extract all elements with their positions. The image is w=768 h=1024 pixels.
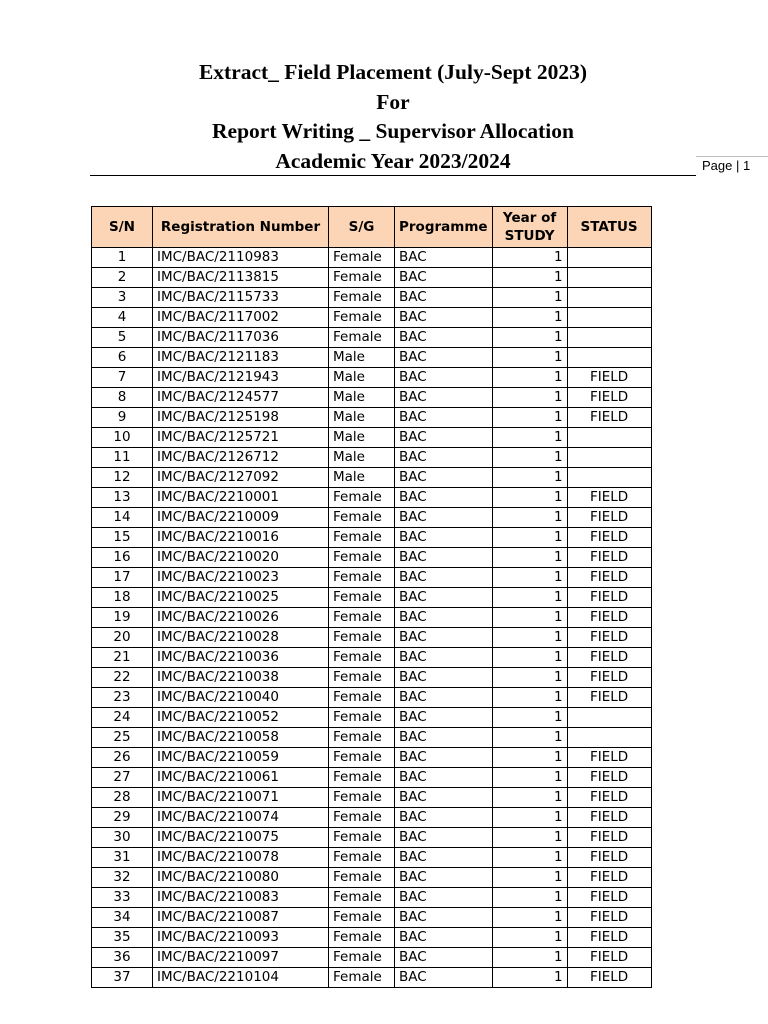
cell-year-of-study: 1 bbox=[492, 268, 567, 288]
cell-year-of-study: 1 bbox=[492, 288, 567, 308]
cell-status: FIELD bbox=[567, 888, 651, 908]
cell-sg: Male bbox=[329, 348, 395, 368]
cell-programme: BAC bbox=[395, 288, 493, 308]
cell-registration-number: IMC/BAC/2210078 bbox=[153, 848, 329, 868]
table-row bbox=[92, 608, 652, 628]
cell-registration-number: IMC/BAC/2117036 bbox=[153, 328, 329, 348]
cell-programme: BAC bbox=[395, 368, 493, 388]
cell-year-of-study: 1 bbox=[492, 368, 567, 388]
cell-programme: BAC bbox=[395, 448, 493, 468]
cell-registration-number: IMC/BAC/2210023 bbox=[153, 568, 329, 588]
cell-sn: 36 bbox=[92, 948, 153, 968]
cell-sn: 33 bbox=[92, 888, 153, 908]
cell-year-of-study: 1 bbox=[492, 428, 567, 448]
header-sg: S/G bbox=[329, 207, 395, 248]
cell-sn: 17 bbox=[92, 568, 153, 588]
cell-sn: 3 bbox=[92, 288, 153, 308]
table-row bbox=[92, 428, 652, 448]
header-programme: Programme bbox=[395, 207, 493, 248]
cell-status: FIELD bbox=[567, 928, 651, 948]
table-row bbox=[92, 748, 652, 768]
cell-sg: Female bbox=[329, 888, 395, 908]
cell-year-of-study: 1 bbox=[492, 948, 567, 968]
cell-sn: 13 bbox=[92, 488, 153, 508]
cell-sn: 26 bbox=[92, 748, 153, 768]
title-line-1: Extract_ Field Placement (July-Sept 2023) bbox=[198, 60, 588, 84]
cell-status: FIELD bbox=[567, 828, 651, 848]
cell-registration-number: IMC/BAC/2210052 bbox=[153, 708, 329, 728]
cell-year-of-study: 1 bbox=[492, 708, 567, 728]
cell-sn: 34 bbox=[92, 908, 153, 928]
cell-year-of-study: 1 bbox=[492, 528, 567, 548]
cell-sn: 21 bbox=[92, 648, 153, 668]
cell-status: FIELD bbox=[567, 688, 651, 708]
cell-registration-number: IMC/BAC/2126712 bbox=[153, 448, 329, 468]
cell-programme: BAC bbox=[395, 568, 493, 588]
cell-status bbox=[567, 708, 651, 728]
cell-registration-number: IMC/BAC/2210061 bbox=[153, 768, 329, 788]
table-row bbox=[92, 788, 652, 808]
cell-registration-number: IMC/BAC/2210083 bbox=[153, 888, 329, 908]
cell-registration-number: IMC/BAC/2210071 bbox=[153, 788, 329, 808]
cell-sg: Female bbox=[329, 288, 395, 308]
cell-year-of-study: 1 bbox=[492, 748, 567, 768]
header-year-of-study: Year of STUDY bbox=[492, 207, 567, 248]
cell-programme: BAC bbox=[395, 828, 493, 848]
table-row bbox=[92, 648, 652, 668]
header-sn: S/N bbox=[92, 207, 153, 248]
cell-year-of-study: 1 bbox=[492, 488, 567, 508]
cell-registration-number: IMC/BAC/2210020 bbox=[153, 548, 329, 568]
cell-status: FIELD bbox=[567, 968, 651, 988]
table-row bbox=[92, 248, 652, 268]
table-row bbox=[92, 308, 652, 328]
cell-status: FIELD bbox=[567, 388, 651, 408]
cell-sn: 24 bbox=[92, 708, 153, 728]
cell-year-of-study: 1 bbox=[492, 468, 567, 488]
cell-registration-number: IMC/BAC/2210075 bbox=[153, 828, 329, 848]
table-row bbox=[92, 488, 652, 508]
cell-registration-number: IMC/BAC/2115733 bbox=[153, 288, 329, 308]
cell-registration-number: IMC/BAC/2210038 bbox=[153, 668, 329, 688]
cell-sn: 32 bbox=[92, 868, 153, 888]
cell-sn: 12 bbox=[92, 468, 153, 488]
cell-sn: 15 bbox=[92, 528, 153, 548]
cell-sn: 10 bbox=[92, 428, 153, 448]
table-row bbox=[92, 588, 652, 608]
cell-sn: 20 bbox=[92, 628, 153, 648]
cell-sg: Female bbox=[329, 748, 395, 768]
cell-sg: Female bbox=[329, 528, 395, 548]
cell-status: FIELD bbox=[567, 488, 651, 508]
cell-year-of-study: 1 bbox=[492, 668, 567, 688]
cell-programme: BAC bbox=[395, 548, 493, 568]
cell-programme: BAC bbox=[395, 308, 493, 328]
cell-sg: Female bbox=[329, 668, 395, 688]
cell-status: FIELD bbox=[567, 848, 651, 868]
cell-registration-number: IMC/BAC/2210093 bbox=[153, 928, 329, 948]
cell-sn: 6 bbox=[92, 348, 153, 368]
cell-sn: 29 bbox=[92, 808, 153, 828]
cell-registration-number: IMC/BAC/2125198 bbox=[153, 408, 329, 428]
cell-registration-number: IMC/BAC/2113815 bbox=[153, 268, 329, 288]
cell-registration-number: IMC/BAC/2210087 bbox=[153, 908, 329, 928]
cell-sn: 22 bbox=[92, 668, 153, 688]
cell-sg: Female bbox=[329, 928, 395, 948]
cell-sg: Female bbox=[329, 248, 395, 268]
cell-sg: Female bbox=[329, 808, 395, 828]
cell-registration-number: IMC/BAC/2121943 bbox=[153, 368, 329, 388]
cell-programme: BAC bbox=[395, 768, 493, 788]
cell-status: FIELD bbox=[567, 668, 651, 688]
cell-programme: BAC bbox=[395, 588, 493, 608]
cell-sn: 27 bbox=[92, 768, 153, 788]
table-row bbox=[92, 928, 652, 948]
cell-registration-number: IMC/BAC/2121183 bbox=[153, 348, 329, 368]
cell-programme: BAC bbox=[395, 328, 493, 348]
cell-programme: BAC bbox=[395, 268, 493, 288]
table-row bbox=[92, 848, 652, 868]
cell-status: FIELD bbox=[567, 408, 651, 428]
table-row bbox=[92, 688, 652, 708]
cell-sn: 18 bbox=[92, 588, 153, 608]
cell-sn: 37 bbox=[92, 968, 153, 988]
table-row bbox=[92, 328, 652, 348]
table-row bbox=[92, 808, 652, 828]
cell-sn: 16 bbox=[92, 548, 153, 568]
cell-sg: Female bbox=[329, 708, 395, 728]
cell-registration-number: IMC/BAC/2127092 bbox=[153, 468, 329, 488]
cell-status: FIELD bbox=[567, 628, 651, 648]
cell-year-of-study: 1 bbox=[492, 928, 567, 948]
cell-programme: BAC bbox=[395, 628, 493, 648]
cell-registration-number: IMC/BAC/2210058 bbox=[153, 728, 329, 748]
cell-sn: 4 bbox=[92, 308, 153, 328]
cell-sg: Female bbox=[329, 828, 395, 848]
cell-programme: BAC bbox=[395, 428, 493, 448]
cell-programme: BAC bbox=[395, 248, 493, 268]
cell-programme: BAC bbox=[395, 408, 493, 428]
table-body bbox=[92, 248, 652, 988]
cell-sn: 31 bbox=[92, 848, 153, 868]
table-row bbox=[92, 468, 652, 488]
cell-programme: BAC bbox=[395, 748, 493, 768]
cell-year-of-study: 1 bbox=[492, 628, 567, 648]
cell-year-of-study: 1 bbox=[492, 728, 567, 748]
cell-programme: BAC bbox=[395, 348, 493, 368]
cell-status: FIELD bbox=[567, 808, 651, 828]
cell-programme: BAC bbox=[395, 608, 493, 628]
table-row bbox=[92, 348, 652, 368]
cell-status bbox=[567, 448, 651, 468]
table-row bbox=[92, 888, 652, 908]
cell-registration-number: IMC/BAC/2210016 bbox=[153, 528, 329, 548]
title-line-2: For bbox=[376, 89, 410, 114]
table-row bbox=[92, 268, 652, 288]
cell-sg: Female bbox=[329, 508, 395, 528]
cell-programme: BAC bbox=[395, 948, 493, 968]
cell-sg: Female bbox=[329, 848, 395, 868]
cell-sn: 35 bbox=[92, 928, 153, 948]
cell-year-of-study: 1 bbox=[492, 588, 567, 608]
cell-sn: 28 bbox=[92, 788, 153, 808]
cell-year-of-study: 1 bbox=[492, 808, 567, 828]
table-row bbox=[92, 828, 652, 848]
cell-registration-number: IMC/BAC/2210097 bbox=[153, 948, 329, 968]
cell-sg: Female bbox=[329, 728, 395, 748]
cell-year-of-study: 1 bbox=[492, 968, 567, 988]
cell-status bbox=[567, 268, 651, 288]
cell-sg: Male bbox=[329, 388, 395, 408]
table-row bbox=[92, 368, 652, 388]
cell-programme: BAC bbox=[395, 468, 493, 488]
cell-sn: 7 bbox=[92, 368, 153, 388]
cell-registration-number: IMC/BAC/2210001 bbox=[153, 488, 329, 508]
table-row bbox=[92, 908, 652, 928]
cell-registration-number: IMC/BAC/2125721 bbox=[153, 428, 329, 448]
cell-year-of-study: 1 bbox=[492, 388, 567, 408]
header-divider bbox=[90, 175, 696, 176]
table-row bbox=[92, 948, 652, 968]
cell-programme: BAC bbox=[395, 508, 493, 528]
cell-sn: 14 bbox=[92, 508, 153, 528]
cell-programme: BAC bbox=[395, 388, 493, 408]
cell-status: FIELD bbox=[567, 648, 651, 668]
table-row bbox=[92, 388, 652, 408]
cell-programme: BAC bbox=[395, 708, 493, 728]
table-row bbox=[92, 288, 652, 308]
cell-registration-number: IMC/BAC/2210080 bbox=[153, 868, 329, 888]
cell-status: FIELD bbox=[567, 588, 651, 608]
cell-programme: BAC bbox=[395, 488, 493, 508]
cell-sg: Female bbox=[329, 788, 395, 808]
cell-status: FIELD bbox=[567, 868, 651, 888]
cell-status: FIELD bbox=[567, 528, 651, 548]
table-row bbox=[92, 548, 652, 568]
cell-year-of-study: 1 bbox=[492, 248, 567, 268]
cell-sn: 9 bbox=[92, 408, 153, 428]
cell-status bbox=[567, 248, 651, 268]
header-registration-number: Registration Number bbox=[153, 207, 329, 248]
cell-year-of-study: 1 bbox=[492, 408, 567, 428]
table-row bbox=[92, 408, 652, 428]
document-title bbox=[90, 58, 696, 176]
cell-status: FIELD bbox=[567, 508, 651, 528]
cell-sg: Male bbox=[329, 408, 395, 428]
cell-sg: Female bbox=[329, 968, 395, 988]
cell-year-of-study: 1 bbox=[492, 908, 567, 928]
cell-year-of-study: 1 bbox=[492, 508, 567, 528]
cell-status bbox=[567, 288, 651, 308]
cell-sg: Female bbox=[329, 628, 395, 648]
cell-sn: 1 bbox=[92, 248, 153, 268]
table-row bbox=[92, 568, 652, 588]
cell-sg: Female bbox=[329, 648, 395, 668]
cell-year-of-study: 1 bbox=[492, 608, 567, 628]
title-line-3: Report Writing _ Supervisor Allocation bbox=[212, 119, 574, 143]
cell-status bbox=[567, 728, 651, 748]
cell-sn: 30 bbox=[92, 828, 153, 848]
cell-sg: Male bbox=[329, 368, 395, 388]
cell-sg: Male bbox=[329, 468, 395, 488]
table-row bbox=[92, 668, 652, 688]
cell-year-of-study: 1 bbox=[492, 768, 567, 788]
cell-programme: BAC bbox=[395, 648, 493, 668]
cell-programme: BAC bbox=[395, 528, 493, 548]
cell-registration-number: IMC/BAC/2210036 bbox=[153, 648, 329, 668]
cell-year-of-study: 1 bbox=[492, 548, 567, 568]
cell-year-of-study: 1 bbox=[492, 688, 567, 708]
table-row bbox=[92, 768, 652, 788]
cell-sn: 19 bbox=[92, 608, 153, 628]
cell-year-of-study: 1 bbox=[492, 348, 567, 368]
cell-status: FIELD bbox=[567, 548, 651, 568]
cell-sg: Female bbox=[329, 548, 395, 568]
table-row bbox=[92, 448, 652, 468]
cell-sg: Female bbox=[329, 688, 395, 708]
placement-table bbox=[91, 206, 652, 988]
cell-sn: 5 bbox=[92, 328, 153, 348]
cell-sn: 11 bbox=[92, 448, 153, 468]
cell-programme: BAC bbox=[395, 928, 493, 948]
cell-status bbox=[567, 348, 651, 368]
table-row bbox=[92, 708, 652, 728]
cell-year-of-study: 1 bbox=[492, 568, 567, 588]
cell-programme: BAC bbox=[395, 848, 493, 868]
cell-status: FIELD bbox=[567, 788, 651, 808]
cell-sg: Female bbox=[329, 488, 395, 508]
cell-status bbox=[567, 468, 651, 488]
cell-sn: 23 bbox=[92, 688, 153, 708]
page-number-divider bbox=[696, 156, 768, 157]
cell-status: FIELD bbox=[567, 748, 651, 768]
cell-programme: BAC bbox=[395, 868, 493, 888]
cell-programme: BAC bbox=[395, 788, 493, 808]
cell-sg: Female bbox=[329, 868, 395, 888]
cell-sg: Female bbox=[329, 568, 395, 588]
table-row bbox=[92, 968, 652, 988]
cell-programme: BAC bbox=[395, 888, 493, 908]
cell-registration-number: IMC/BAC/2210059 bbox=[153, 748, 329, 768]
cell-registration-number: IMC/BAC/2110983 bbox=[153, 248, 329, 268]
cell-sg: Female bbox=[329, 948, 395, 968]
table-row bbox=[92, 628, 652, 648]
cell-status: FIELD bbox=[567, 948, 651, 968]
cell-sg: Female bbox=[329, 768, 395, 788]
cell-programme: BAC bbox=[395, 688, 493, 708]
header-status: STATUS bbox=[567, 207, 651, 248]
cell-status: FIELD bbox=[567, 368, 651, 388]
cell-sg: Female bbox=[329, 608, 395, 628]
cell-registration-number: IMC/BAC/2210040 bbox=[153, 688, 329, 708]
cell-status bbox=[567, 328, 651, 348]
cell-status: FIELD bbox=[567, 608, 651, 628]
cell-sg: Female bbox=[329, 588, 395, 608]
cell-sg: Female bbox=[329, 908, 395, 928]
cell-sg: Female bbox=[329, 268, 395, 288]
cell-registration-number: IMC/BAC/2210009 bbox=[153, 508, 329, 528]
cell-registration-number: IMC/BAC/2117002 bbox=[153, 308, 329, 328]
cell-status bbox=[567, 308, 651, 328]
cell-registration-number: IMC/BAC/2210074 bbox=[153, 808, 329, 828]
cell-status: FIELD bbox=[567, 768, 651, 788]
cell-sg: Male bbox=[329, 428, 395, 448]
cell-year-of-study: 1 bbox=[492, 788, 567, 808]
cell-status: FIELD bbox=[567, 568, 651, 588]
cell-programme: BAC bbox=[395, 668, 493, 688]
cell-year-of-study: 1 bbox=[492, 868, 567, 888]
cell-programme: BAC bbox=[395, 968, 493, 988]
cell-programme: BAC bbox=[395, 728, 493, 748]
cell-sg: Male bbox=[329, 448, 395, 468]
cell-registration-number: IMC/BAC/2210026 bbox=[153, 608, 329, 628]
cell-year-of-study: 1 bbox=[492, 648, 567, 668]
cell-registration-number: IMC/BAC/2210028 bbox=[153, 628, 329, 648]
cell-status bbox=[567, 428, 651, 448]
cell-programme: BAC bbox=[395, 908, 493, 928]
table-row bbox=[92, 868, 652, 888]
cell-sg: Female bbox=[329, 308, 395, 328]
cell-year-of-study: 1 bbox=[492, 848, 567, 868]
cell-year-of-study: 1 bbox=[492, 828, 567, 848]
cell-sn: 25 bbox=[92, 728, 153, 748]
title-line-4: Academic Year 2023/2024 bbox=[275, 148, 511, 173]
cell-status: FIELD bbox=[567, 908, 651, 928]
cell-year-of-study: 1 bbox=[492, 308, 567, 328]
table-row bbox=[92, 528, 652, 548]
cell-sn: 2 bbox=[92, 268, 153, 288]
cell-year-of-study: 1 bbox=[492, 328, 567, 348]
page-number: Page | 1 bbox=[702, 158, 751, 173]
cell-registration-number: IMC/BAC/2210104 bbox=[153, 968, 329, 988]
cell-programme: BAC bbox=[395, 808, 493, 828]
cell-registration-number: IMC/BAC/2210025 bbox=[153, 588, 329, 608]
cell-registration-number: IMC/BAC/2124577 bbox=[153, 388, 329, 408]
table-row bbox=[92, 508, 652, 528]
cell-year-of-study: 1 bbox=[492, 448, 567, 468]
cell-sg: Female bbox=[329, 328, 395, 348]
table-header-row bbox=[92, 207, 652, 248]
cell-year-of-study: 1 bbox=[492, 888, 567, 908]
cell-sn: 8 bbox=[92, 388, 153, 408]
table-row bbox=[92, 728, 652, 748]
